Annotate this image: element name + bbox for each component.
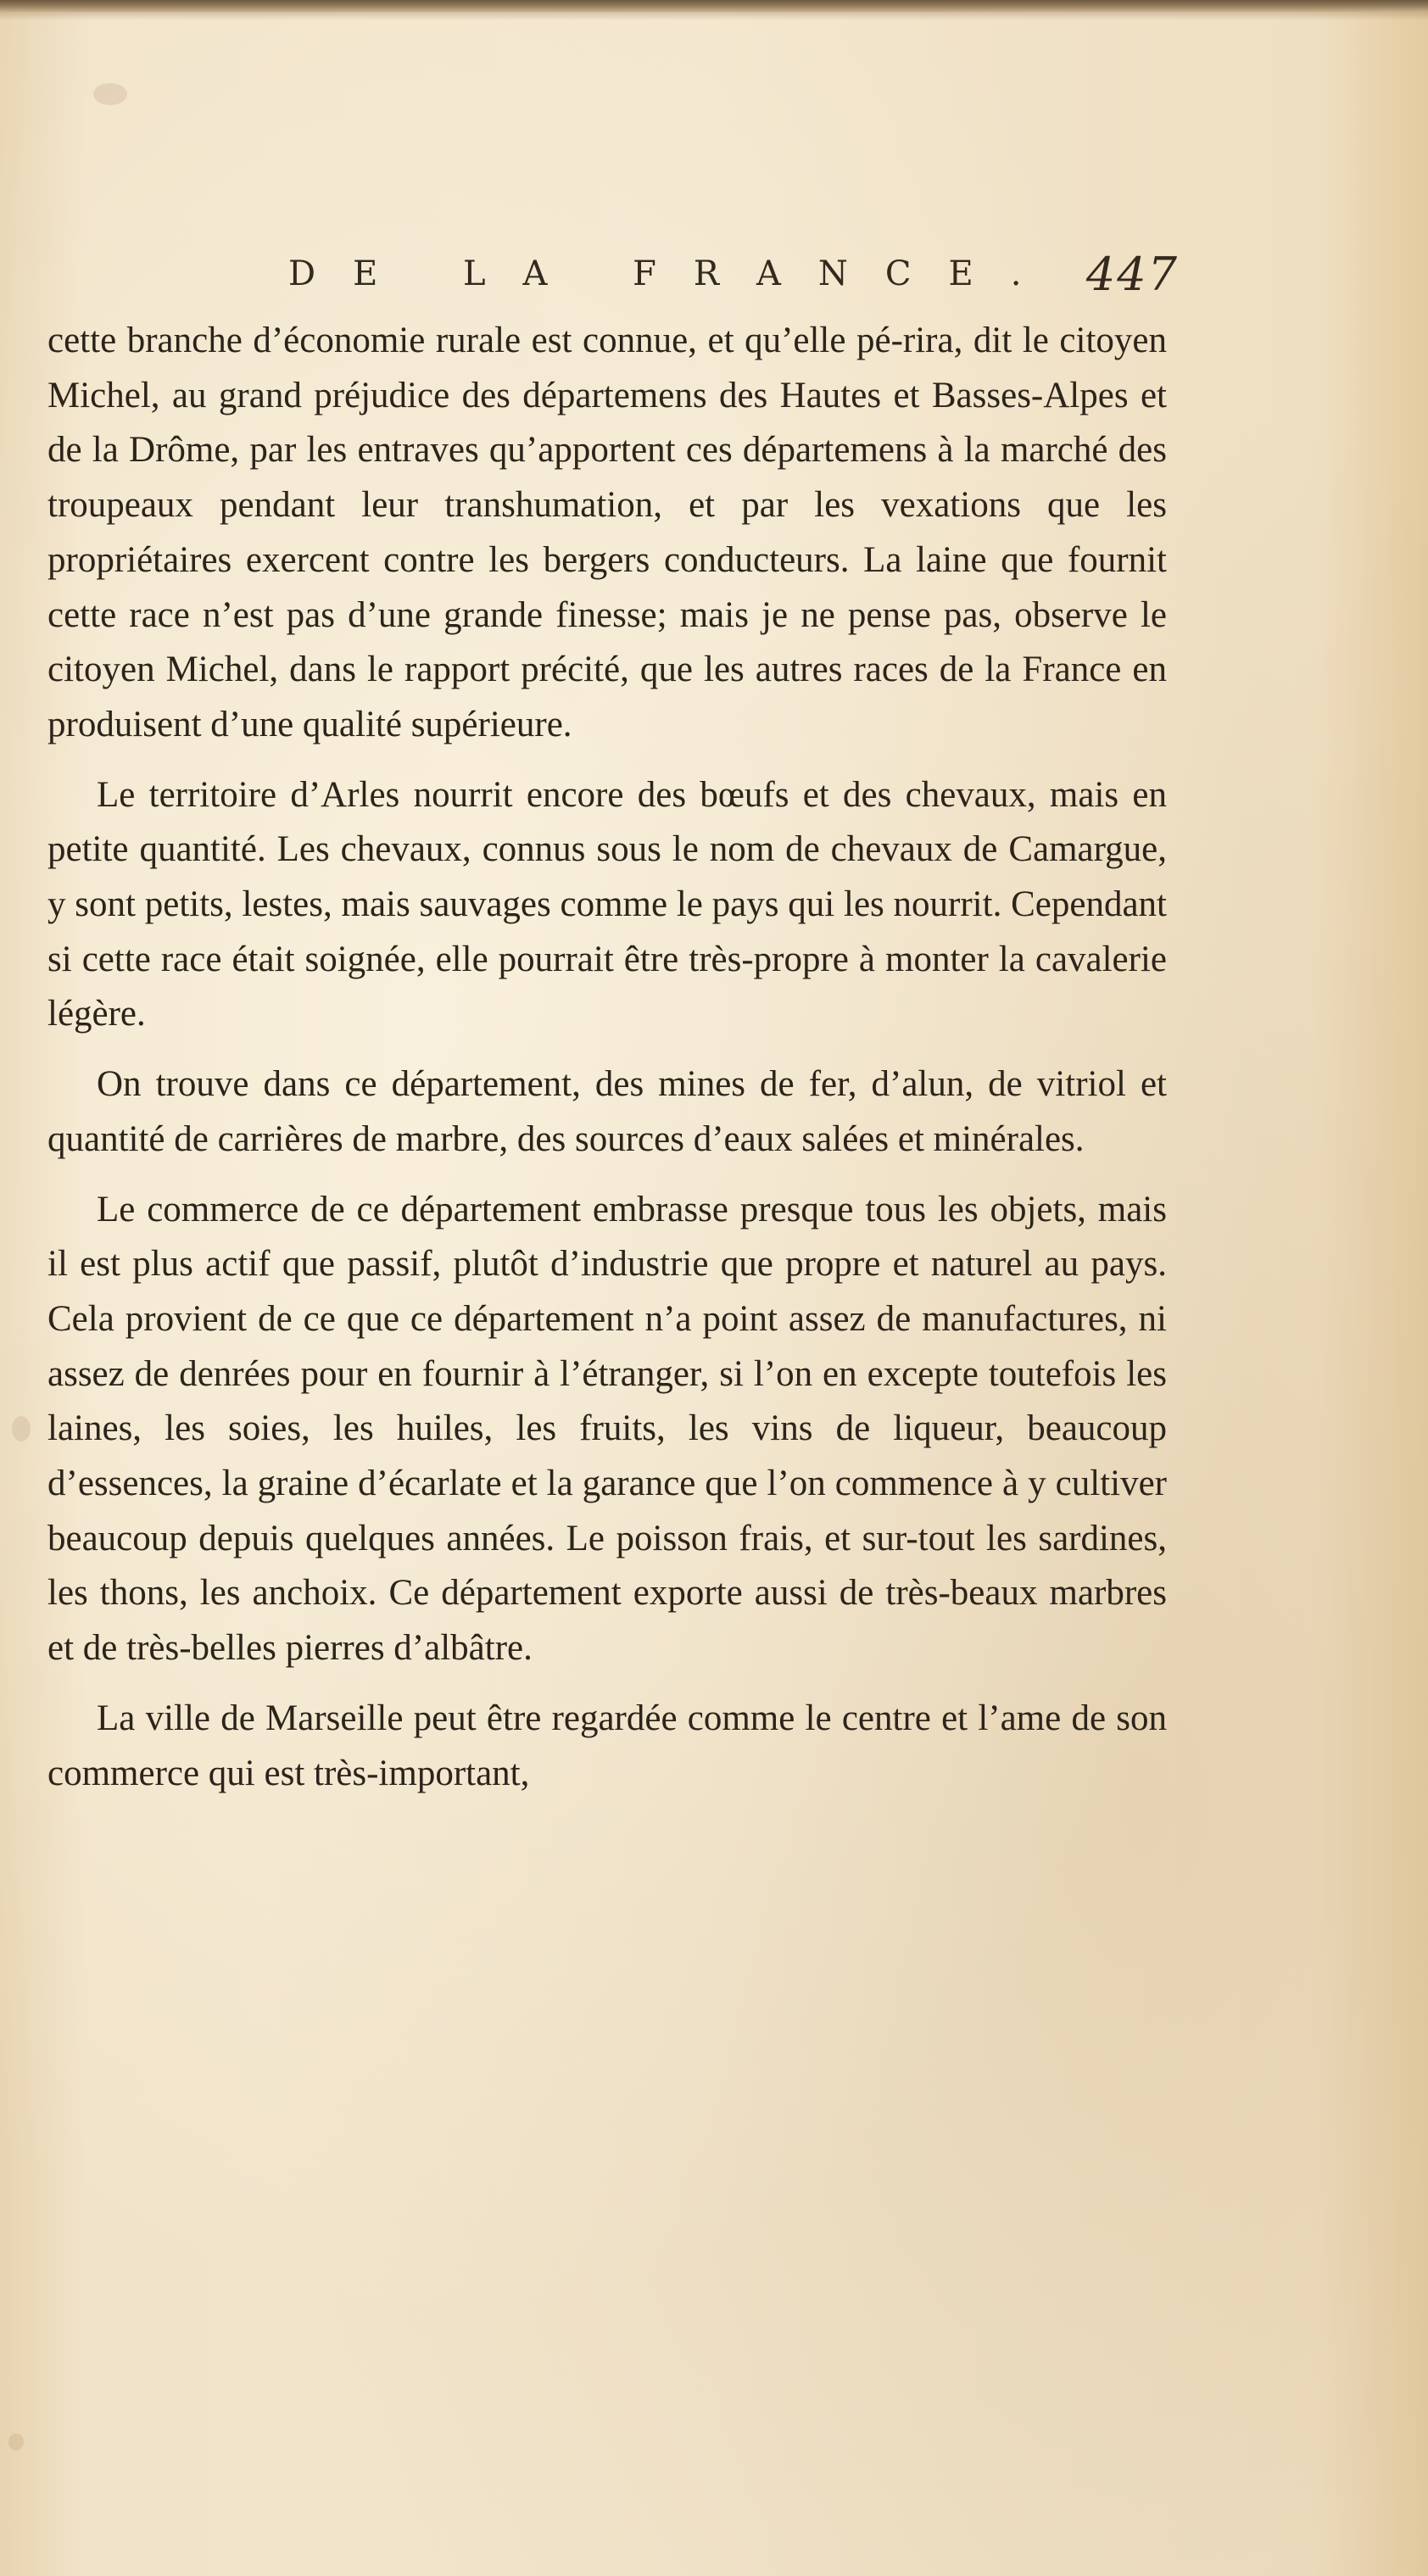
running-title: DE LA FRANCE. <box>288 254 1059 293</box>
paragraph: On trouve dans ce département, des mines de fer, d’alun, de vitriol et quantité de carrières de marbre, des sources d’eaux salées et minérales. <box>47 1064 1167 1159</box>
paragraph: cette branche d’économie rurale est connue, et qu’elle pé-rira, dit le citoyen Michel, au grand préjudice des départemens des Hautes et Basses-Alpes et de la Drôme, par les entraves qu’apportent ces départemens à la marché des troupeaux pendant leur transhumation, et par les vexations que les propriétaires exercent contre les bergers conducteurs. La laine que fournit cette race n’est pas d’une grande finesse; mais je ne pense pas, observe le citoyen Michel, dans le rapport précité, que les autres races de la France en produisent d’une qualité supérieure. <box>47 321 1167 744</box>
paragraph: Le territoire d’Arles nourrit encore des bœufs et des chevaux, mais en petite quantité. Les chevaux, connus sous le nom de chevaux de Camargue, y sont petits, lestes, mais sauvages comme le pays qui les nourrit. Cependant si cette race était soignée, elle pourrait être très-propre à monter la cavalerie légère. <box>47 774 1167 1034</box>
page-top-shadow <box>0 12 1428 20</box>
paper-stain <box>12 1416 31 1441</box>
paper-stain <box>8 2434 24 2451</box>
body-text <box>47 314 1167 1801</box>
paragraph: La ville de Marseille peut être regardée comme le centre et l’ame de son commerce qui est très-important, <box>47 1698 1167 1793</box>
page-number: 447 <box>1085 248 1179 301</box>
paragraph: Le commerce de ce département embrasse presque tous les objets, mais il est plus actif que passif, plutôt d’industrie que propre et naturel au pays. Cela provient de ce que ce département n’a point assez de manufactures, ni assez de denrées pour en fournir à l’étranger, si l’on en excepte toutefois les laines, les soies, les huiles, les fruits, les vins de liqueur, beaucoup d’essences, la graine d’écarlate et la garance que l’on commence à y cultiver beaucoup depuis quelques années. Le poisson frais, et sur-tout les sardines, les thons, les anchoix. Ce département exporte aussi de très-beaux marbres et de très-belles pierres d’albâtre. <box>47 1189 1167 1669</box>
paper-stain <box>93 83 127 105</box>
page-top-edge <box>0 0 1428 12</box>
running-head <box>288 248 1179 307</box>
